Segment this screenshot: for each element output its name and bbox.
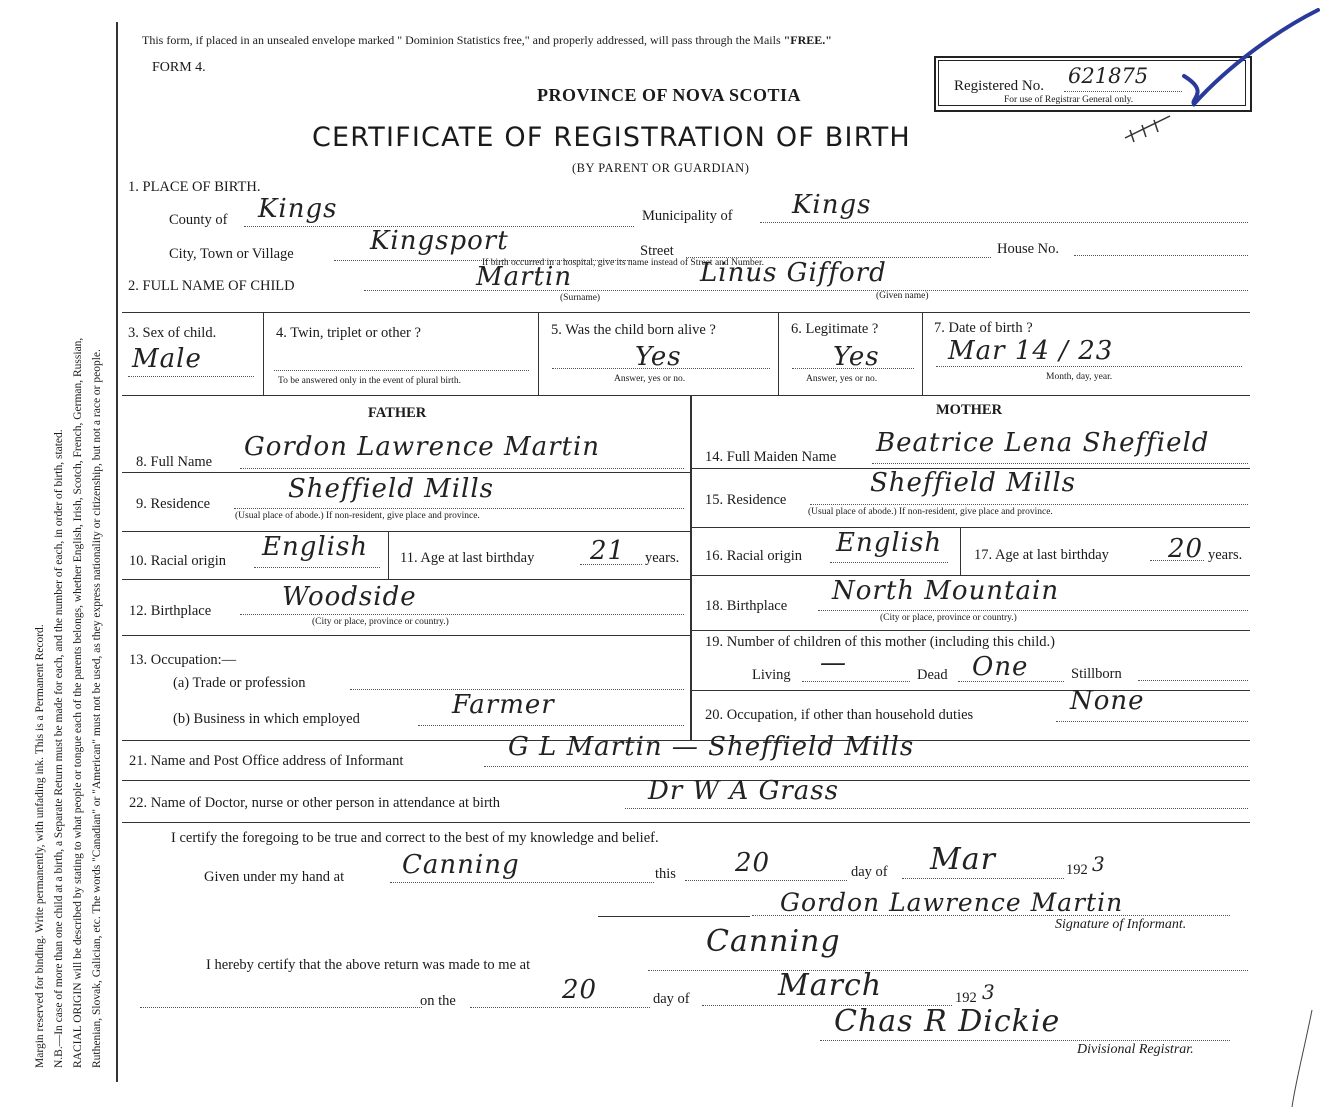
mother-racial-label: 16. Racial origin [705,548,803,564]
children-count-label: 19. Number of children of this mother (including this child.) [705,634,1055,650]
mother-name-label: 14. Full Maiden Name [705,449,837,465]
col-divider [960,527,961,575]
mother-birthplace-label: 18. Birthplace [705,598,788,614]
father-residence-value: Sheffield Mills [288,474,495,504]
business-line [418,725,684,726]
day-of-label: day of [851,864,888,880]
alive-note: Answer, yes or no. [614,374,686,384]
county-label: County of [169,212,228,228]
registrar-day-line [470,1007,650,1008]
city-label: City, Town or Village [169,246,294,262]
mother-occupation-value: None [1070,686,1145,716]
father-racial-value: English [262,532,369,562]
dob-label: 7. Date of birth ? [934,320,1033,336]
mother-name-value: Beatrice Lena Sheffield [876,428,1210,458]
father-racial-label: 10. Racial origin [129,553,227,569]
legitimate-line [792,368,914,369]
business-label: (b) Business in which employed [173,711,360,727]
on-the-label: on the [420,993,456,1009]
informant-line [484,766,1248,767]
living-line [802,681,910,682]
mother-birthplace-line [818,610,1248,611]
postal-free-text: "FREE." [783,33,832,47]
municipality-label: Municipality of [642,208,733,224]
given-place-value: Canning [402,850,520,880]
alive-value: Yes [635,342,682,372]
child-name-label: 2. FULL NAME OF CHILD [128,278,295,294]
street-label: Street [640,243,674,259]
margin-note-1: Margin reserved for binding. Write permanently, with unfading ink. This is a Permanent Record. [34,624,46,1068]
month-line [902,878,1064,879]
surname-caption: (Surname) [560,293,601,303]
dead-value: One [972,652,1029,682]
father-name-label: 8. Full Name [136,454,213,470]
postal-note-text: This form, if placed in an unsealed envelope marked " Dominion Statistics free," and properly addressed, will pass through the Mails [142,33,781,47]
father-age-label: 11. Age at last birthday [400,550,535,566]
father-birthplace-note: (City or place, province or country.) [312,617,449,627]
mother-birthplace-value: North Mountain [832,576,1060,606]
this-label: this [655,866,676,882]
twin-label: 4. Twin, triplet or other ? [276,325,421,341]
mother-years: years. [1208,547,1243,563]
hospital-note: If birth occurred in a hospital, give its name instead of Street and Number. [482,258,765,268]
registered-label: Registered No. [954,78,1044,94]
form-number: FORM 4. [152,60,206,75]
registered-number: 621875 [1068,64,1149,88]
postal-note [142,33,832,48]
city-value: Kingsport [370,226,509,256]
sex-value: Male [132,344,202,374]
registrar-statement: I hereby certify that the above return was made to me at [206,957,531,973]
father-birthplace-label: 12. Birthplace [129,603,212,619]
informant-signature-caption: Signature of Informant. [1055,917,1187,932]
stillborn-line [1138,680,1248,681]
certification-statement: I certify the foregoing to be true and correct to the best of my knowledge and belief. [171,830,659,846]
year-prefix: 192 [1066,862,1088,878]
father-residence-label: 9. Residence [136,496,211,512]
row-divider [690,690,1250,691]
registrar-place-line [648,970,1248,971]
mother-name-line [872,463,1248,464]
registrar-signature: Chas R Dickie [834,1004,1061,1039]
doctor-label: 22. Name of Doctor, nurse or other person in attendance at birth [129,795,501,811]
registrar-place-value: Canning [706,924,841,959]
dob-line [936,366,1242,367]
row-divider [122,579,690,580]
child-surname-value: Martin [476,262,573,292]
father-residence-note: (Usual place of abode.) If non-resident, give place and province. [235,511,480,521]
row-divider [690,527,1250,528]
mother-age-line [1150,560,1204,561]
row-divider [122,635,690,636]
col-divider [922,312,923,395]
father-name-value: Gordon Lawrence Martin [244,432,601,462]
col-divider [388,531,389,579]
legitimate-note: Answer, yes or no. [806,374,878,384]
father-age-line [580,564,642,565]
col-divider [778,312,779,395]
sex-line [128,376,254,377]
alive-line [552,368,770,369]
registrar-signature-line [820,1040,1230,1041]
father-name-line [240,468,684,469]
registered-line [1064,91,1182,92]
mother-residence-line [810,504,1248,505]
month-value: Mar [930,842,996,877]
stillborn-label: Stillborn [1071,666,1122,682]
page-fold-line [1286,1010,1316,1107]
row-divider [122,472,690,473]
parent-divider [690,395,692,740]
col-divider [263,312,264,395]
row-divider [122,312,1250,313]
dead-line [958,681,1064,682]
county-value: Kings [258,194,338,224]
mother-residence-label: 15. Residence [705,492,787,508]
living-value: — [820,648,847,678]
registrar-day-value: 20 [562,975,598,1005]
informant-label: 21. Name and Post Office address of Informant [129,753,404,769]
legitimate-label: 6. Legitimate ? [791,321,879,337]
day-value: 20 [735,848,771,878]
day-line [685,880,847,881]
doctor-line [625,808,1248,809]
given-name-caption: (Given name) [876,291,929,301]
margin-note-3: RACIAL ORIGIN will be described by stating to what people or tongue each of the parents belongs, whether English, Irish, Scotch, French, German, Russian, [72,337,84,1068]
binding-margin-line [116,22,118,1082]
living-label: Living [752,667,791,683]
given-under-label: Given under my hand at [204,869,345,885]
mother-age-label: 17. Age at last birthday [974,547,1109,563]
informant-signature-line [598,916,750,917]
father-heading: FATHER [368,405,427,421]
father-birthplace-line [240,614,684,615]
mother-heading: MOTHER [936,402,1003,418]
father-age-value: 21 [590,536,626,566]
twin-note: To be answered only in the event of plural birth. [278,376,461,386]
house-number-label: House No. [997,241,1060,257]
col-divider [538,312,539,395]
dob-note: Month, day, year. [1046,372,1113,382]
check-mark-icon [1170,4,1320,114]
twin-line [274,370,529,371]
year-suffix: 3 [1092,852,1106,876]
doctor-value: Dr W A Grass [648,776,839,806]
registrar-caption: Divisional Registrar. [1077,1042,1194,1057]
margin-note-4: Ruthenian, Slovak, Galician, etc. The words "Canadian" or "American" must not be used, as they express nationality or citizenship, but not a race or people. [91,349,103,1068]
child-given-value: Linus Gifford [700,258,887,288]
father-occupation-label: 13. Occupation:— [129,652,237,668]
informant-signature: Gordon Lawrence Martin [780,888,1124,917]
place-of-birth-heading: 1. PLACE OF BIRTH. [128,179,261,195]
father-racial-line [254,567,380,568]
municipality-value: Kings [792,190,872,220]
row-divider [122,395,1250,396]
informant-value: G L Martin — Sheffield Mills [508,732,915,762]
mother-residence-note: (Usual place of abode.) If non-resident, give place and province. [808,507,1053,517]
alive-label: 5. Was the child born alive ? [551,322,716,338]
mother-residence-value: Sheffield Mills [870,468,1077,498]
father-residence-line [234,508,684,509]
registrar-use-note: For use of Registrar General only. [1004,95,1134,105]
row-divider [690,630,1250,631]
registrar-month-value: March [778,968,883,1003]
sex-label: 3. Sex of child. [128,325,217,341]
legitimate-value: Yes [833,342,880,372]
row-divider [122,531,690,532]
father-birthplace-value: Woodside [282,582,417,612]
given-place-line [390,882,654,883]
trade-label: (a) Trade or profession [173,675,306,691]
mother-birthplace-note: (City or place, province or country.) [880,613,1017,623]
mother-age-value: 20 [1168,534,1204,564]
mother-racial-value: English [836,528,943,558]
mother-occupation-label: 20. Occupation, if other than household duties [705,707,974,723]
dead-label: Dead [917,667,948,683]
stamp-tick-icon [1120,108,1180,148]
registrar-day-of-label: day of [653,991,690,1007]
municipality-line [760,222,1248,223]
certificate-title: CERTIFICATE OF REGISTRATION OF BIRTH [312,122,911,153]
business-value: Farmer [452,690,555,720]
registrar-year-suffix: 3 [982,980,996,1004]
mother-occupation-line [1056,721,1248,722]
registrar-place-line-2 [140,1007,422,1008]
row-divider [122,822,1250,823]
house-number-line [1074,255,1248,256]
dob-value: Mar 14 / 23 [948,336,1114,366]
margin-note-2: N.B.—In case of more than one child at a birth, a Separate Return must be made for each, and the number of each, in order of birth, stated. [53,429,65,1068]
certificate-subtitle: (BY PARENT OR GUARDIAN) [572,161,750,175]
registrar-year-prefix: 192 [955,990,977,1006]
mother-racial-line [830,562,948,563]
father-years: years. [645,550,680,566]
informant-signature-dots [752,915,1230,916]
province-heading: PROVINCE OF NOVA SCOTIA [537,85,802,105]
